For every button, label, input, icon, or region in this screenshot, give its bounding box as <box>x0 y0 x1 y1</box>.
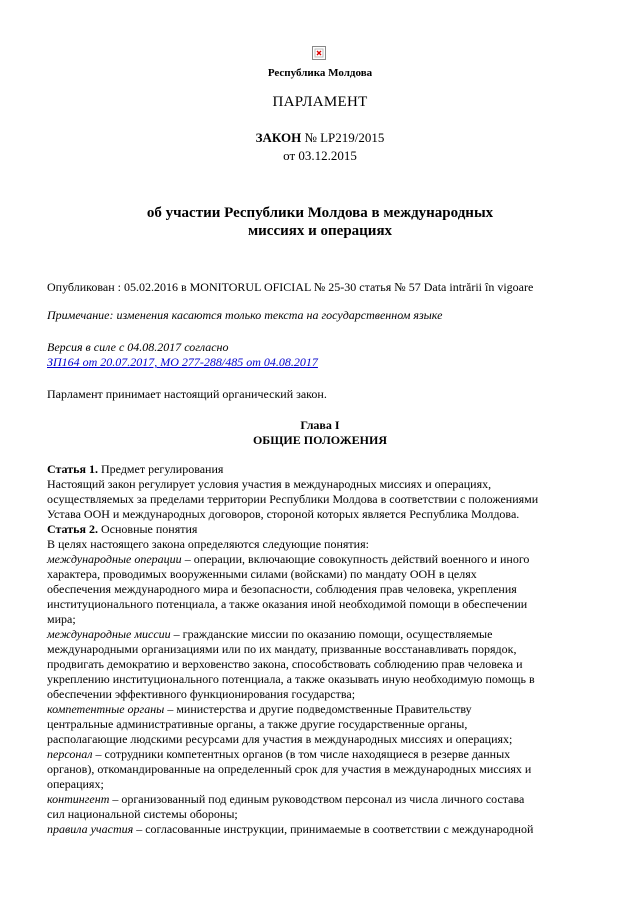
definition-line: операциях; <box>47 777 104 791</box>
definition-term: компетентные органы <box>47 702 165 716</box>
definition-term: персонал <box>47 747 93 761</box>
definition-line: располагающие людскими ресурсами для участия в международных миссиях и операциях; <box>47 732 513 746</box>
definition-term: международные операции <box>47 552 182 566</box>
article-heading <box>47 462 607 477</box>
chapter-title: ОБЩИЕ ПОЛОЖЕНИЯ <box>252 433 388 447</box>
definition-line <box>47 702 607 717</box>
law-number <box>0 130 640 146</box>
article-title: Основные понятия <box>97 522 198 536</box>
publication-info: Опубликован : 05.02.2016 в MONITORUL OFICIAL № 25-30 статья № 57 Data intrării în vigoare <box>47 280 534 294</box>
law-title-line: об участии Республики Молдова в международных <box>146 205 494 221</box>
definition-text: – министерства и другие подведомственные Правительству <box>164 702 472 716</box>
definition-line: центральные административные органы, а также другие государственные органы, <box>47 717 468 731</box>
definition-line: характера, проводимых вооруженными силами (войсками) по мандату ООН в целях <box>47 567 477 581</box>
law-word: ЗАКОН <box>255 130 302 145</box>
definition-text: – операции, включающие совокупность действий военного и иного <box>181 552 530 566</box>
definition-line: международными организациями или по их мандату, призванные восстанавливать порядок, <box>47 642 517 656</box>
chapter-number: Глава I <box>300 418 340 432</box>
version-link-row <box>47 355 607 370</box>
definition-line <box>47 552 607 567</box>
article-text-line: Устава ООН и международных договоров, стороной которых является Республика Молдова. <box>47 507 520 521</box>
republic-name: Республика Молдова <box>267 67 373 79</box>
definition-term: правила участия <box>47 822 134 836</box>
adoption-statement: Парламент принимает настоящий органический закон. <box>47 387 327 401</box>
article-text-line: Настоящий закон регулирует условия участия в международных миссиях и операциях, <box>47 477 492 491</box>
definition-line <box>47 627 607 642</box>
definition-text: – согласованные инструкции, принимаемые в соответствии с международной <box>133 822 534 836</box>
parliament-heading: ПАРЛАМЕНТ <box>272 94 368 110</box>
law-body <box>47 462 607 837</box>
law-title-line: миссиях и операциях <box>247 223 393 239</box>
definition-line: мира; <box>47 612 76 626</box>
definition-line: обеспечении эффективного функционирования государства; <box>47 687 356 701</box>
definition-line <box>47 747 607 762</box>
definition-line <box>47 792 607 807</box>
law-number-value: № LP219/2015 <box>301 130 385 145</box>
law-date: от 03.12.2015 <box>283 148 357 163</box>
definition-line: институционального потенциала, а также оказания иной необходимой помощи в обеспечении <box>47 597 528 611</box>
definition-line: сил национальной системы обороны; <box>47 807 238 821</box>
definition-line: обеспечения международного мира и безопасности, соблюдения прав человека, укрепления <box>47 582 517 596</box>
article-label: Статья 2. <box>47 522 98 536</box>
law-title <box>0 204 640 240</box>
article-heading <box>47 522 607 537</box>
definition-term: контингент <box>47 792 110 806</box>
definition-text: – гражданские миссии по оказанию помощи, осуществляемые <box>170 627 493 641</box>
definition-line: органов), откомандированные на определенный срок для участия в международных миссиях и <box>47 762 532 776</box>
article-text-line: осуществляемых за пределами территории Республики Молдова в соответствии с положениями <box>47 492 539 506</box>
definition-text: – сотрудники компетентных органов (в том числе находящиеся в резерве данных <box>92 747 511 761</box>
definition-term: международные миссии <box>47 627 171 641</box>
translation-note: Примечание: изменения касаются только текста на государственном языке <box>47 308 443 322</box>
definition-line: укреплению институционального потенциала, а также оказывать иную необходимую помощь в <box>47 672 535 686</box>
article-label: Статья 1. <box>47 462 98 476</box>
definition-line: продвигать демократию и верховенство закона, способствовать соблюдению прав человека и <box>47 657 523 671</box>
amendment-link[interactable]: ЗП164 от 20.07.2017, МО 277-288/485 от 04.08.2017 <box>47 355 318 369</box>
definition-text: – организованный под единым руководством персонал из числа личного состава <box>109 792 525 806</box>
broken-image-icon <box>312 46 326 60</box>
article-title: Предмет регулирования <box>97 462 224 476</box>
version-info: Версия в силе с 04.08.2017 согласно <box>47 340 229 354</box>
article-text-line: В целях настоящего закона определяются следующие понятия: <box>47 537 369 551</box>
definition-line <box>47 822 607 837</box>
